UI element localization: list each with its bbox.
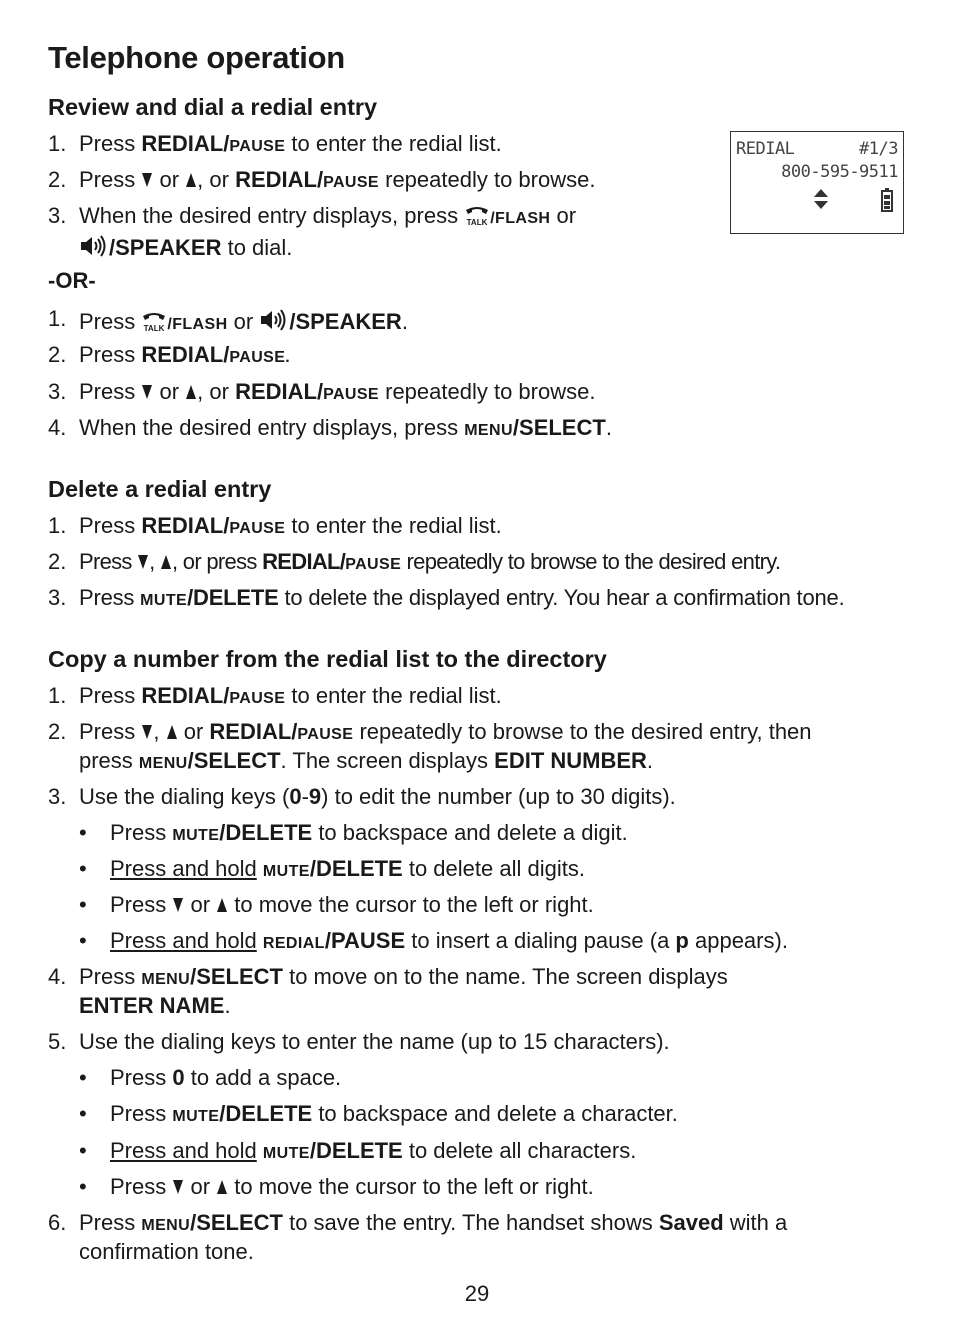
screen-label: REDIAL [736, 139, 795, 159]
step-text: Press REDIAL/PAUSE. [79, 342, 291, 367]
bullet: • [79, 856, 87, 881]
bullet-text: Press 0 to add a space. [110, 1065, 342, 1090]
bullet: • [79, 1101, 87, 1126]
step-text: Press , or REDIAL/PAUSE repeatedly to browse to the desired entry, then [79, 719, 812, 744]
down-arrow-icon [137, 554, 149, 570]
step-text: When the desired entry displays, press /FLASH or [79, 203, 577, 228]
step-number: 4. [48, 415, 67, 440]
page-title: Telephone operation [48, 40, 345, 75]
step-number: 1. [48, 513, 67, 538]
page-number: 29 [464, 1281, 490, 1306]
step-text: Press REDIAL/PAUSE to enter the redial list. [79, 131, 502, 156]
bullet-text: Press and hold MUTE/DELETE to delete all characters. [110, 1138, 637, 1163]
step-number: 3. [48, 379, 67, 404]
step-number: 1. [48, 683, 67, 708]
bullet: • [79, 1065, 87, 1090]
or-label: -OR- [48, 268, 96, 293]
step-text: Press or , or REDIAL/PAUSE repeatedly to browse. [79, 167, 596, 192]
bullet-text: Press and hold MUTE/DELETE to delete all digits. [110, 856, 585, 881]
step-text: Press MENU/SELECT to move on to the name. The screen displays [79, 964, 728, 989]
step-text: When the desired entry displays, press MENU/SELECT. [79, 415, 612, 440]
up-arrow-icon [166, 724, 178, 740]
bullet: • [79, 892, 87, 917]
bullet-text: Press MUTE/DELETE to backspace and delete a character. [110, 1101, 678, 1126]
step-text: Press REDIAL/PAUSE to enter the redial list. [79, 683, 502, 708]
step-number: 2. [48, 342, 67, 367]
screen-number: 800-595-9511 [781, 162, 898, 182]
talk-icon [141, 311, 167, 333]
up-arrow-icon [185, 172, 197, 188]
section-heading-delete-redial: Delete a redial entry [48, 476, 272, 502]
bullet-text: Press or to move the cursor to the left or right. [110, 892, 594, 917]
bullet: • [79, 820, 87, 845]
up-arrow-icon [216, 1179, 228, 1195]
up-arrow-icon [185, 384, 197, 400]
down-arrow-icon [172, 1179, 184, 1195]
section-heading-copy-to-directory: Copy a number from the redial list to the directory [48, 646, 607, 672]
speaker-icon [79, 234, 109, 258]
step-text: Use the dialing keys (0-9) to edit the number (up to 30 digits). [79, 784, 676, 809]
step-number: 3. [48, 203, 67, 228]
step-text: Press REDIAL/PAUSE to enter the redial list. [79, 513, 502, 538]
bullet-text: Press or to move the cursor to the left or right. [110, 1174, 594, 1199]
step-text: Press , , or press REDIAL/PAUSE repeatedly to browse to the desired entry. [79, 549, 781, 574]
battery-icon [881, 188, 893, 212]
step-number: 2. [48, 167, 67, 192]
handset-screen [730, 131, 904, 234]
step-number: 5. [48, 1029, 67, 1054]
step-text-continued: press MENU/SELECT. The screen displays EDIT NUMBER. [79, 748, 654, 773]
up-arrow-icon [216, 897, 228, 913]
bullet: • [79, 928, 87, 953]
section-heading-review-dial: Review and dial a redial entry [48, 94, 378, 120]
bullet: • [79, 1174, 87, 1199]
step-number: 6. [48, 1210, 67, 1235]
down-arrow-icon [141, 724, 153, 740]
speaker-icon [259, 308, 289, 332]
step-text-continued: confirmation tone. [79, 1239, 254, 1264]
step-number: 2. [48, 719, 67, 744]
step-text: Press MENU/SELECT to save the entry. The handset shows Saved with a [79, 1210, 788, 1235]
step-number: 3. [48, 585, 67, 610]
talk-icon [464, 205, 490, 227]
step-number: 3. [48, 784, 67, 809]
down-arrow-icon [141, 172, 153, 188]
up-arrow-icon [160, 554, 172, 570]
bullet-text: Press MUTE/DELETE to backspace and delete a digit. [110, 820, 628, 845]
step-text: Press MUTE/DELETE to delete the displayed entry. You hear a confirmation tone. [79, 585, 845, 610]
down-arrow-icon [141, 384, 153, 400]
step-number: 1. [48, 131, 67, 156]
up-down-arrows-icon [813, 188, 829, 210]
bullet-text: Press and hold REDIAL/PAUSE to insert a dialing pause (a p appears). [110, 928, 788, 953]
down-arrow-icon [172, 897, 184, 913]
step-text: Press /FLASH or /SPEAKER. [79, 309, 408, 334]
screen-index: #1/3 [859, 139, 898, 159]
step-number: 1. [48, 306, 67, 331]
step-text: Use the dialing keys to enter the name (up to 15 characters). [79, 1029, 670, 1054]
step-number: 4. [48, 964, 67, 989]
step-number: 2. [48, 549, 67, 574]
bullet: • [79, 1138, 87, 1163]
step-text-continued: ENTER NAME. [79, 993, 231, 1018]
step-text-continued: /SPEAKER to dial. [79, 234, 292, 259]
step-text: Press or , or REDIAL/PAUSE repeatedly to browse. [79, 379, 596, 404]
